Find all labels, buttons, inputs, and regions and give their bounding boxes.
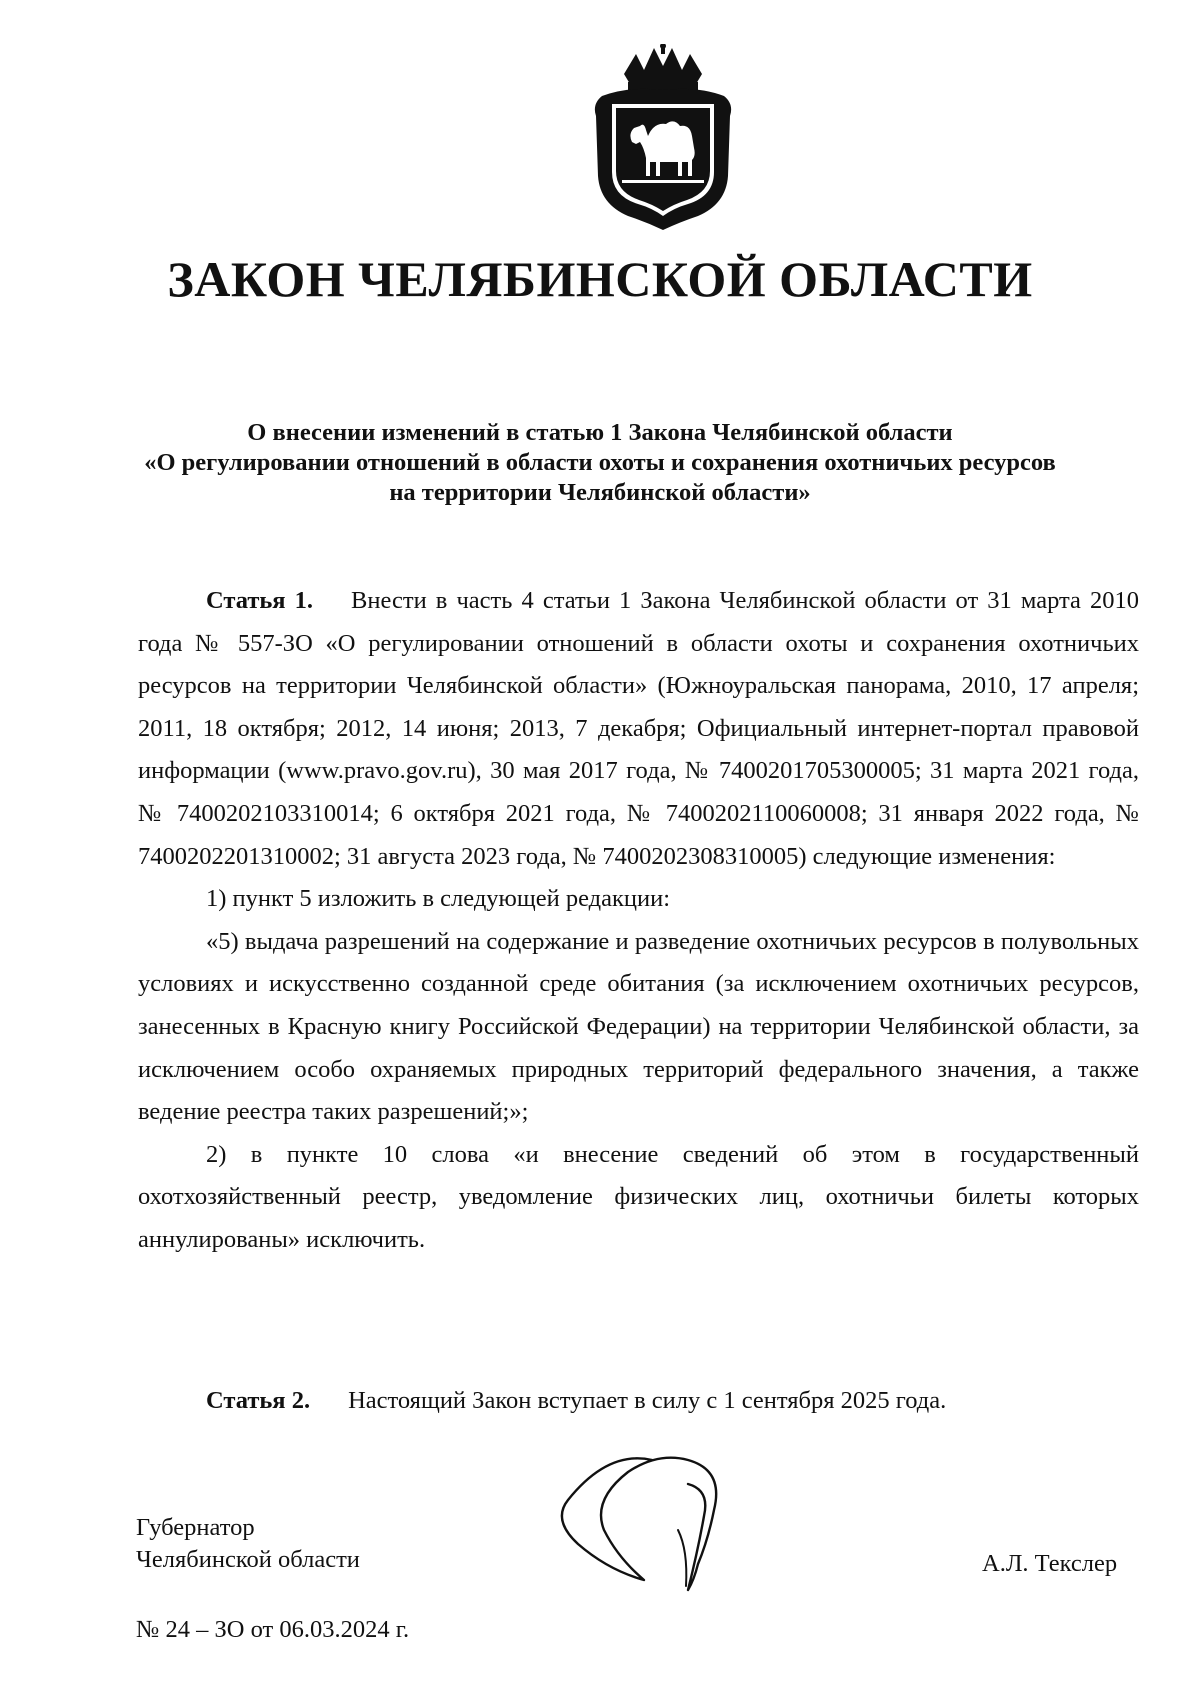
subtitle-line: на территории Челябинской области» (389, 479, 811, 506)
article-2 (138, 1380, 1139, 1423)
subtitle-line: «О регулировании отношений в области охоты и сохранения охотничьих ресурсов (144, 449, 1056, 476)
signatory-position-line: Губернатор (136, 1514, 255, 1541)
article-1 (138, 580, 1139, 1262)
article-1-item-1: 1) пункт 5 изложить в следующей редакции: (206, 885, 671, 913)
law-registration-number: № 24 – ЗО от 06.03.2024 г. (136, 1616, 410, 1643)
article-1-intro-text: Внести в часть 4 статьи 1 Закона Челябинской области от 31 марта 2010 года № 557-ЗО «О регулировании отношений в области охоты и сохранения охотничьих ресурсов на территории Челябинской области» (Южноуральская панорама, 2010, 17 апреля; 2011, 18 октября; 2012, 14 июня; 2013, 7 декабря; Официальный интернет-портал правовой информации (www.pravo.gov.ru), 30 мая 2017 года, № 7400201705300005; 31 марта 2021 года, № 7400202103310014; 6 октября 2021 года, № 7400202110060008; 31 января 2022 года, № 7400202201310002; 31 августа 2023 года, № 7400202308310005) следующие изменения: (138, 587, 1139, 870)
law-subtitle (120, 418, 1080, 508)
article-2-label: Статья 2. (206, 1387, 311, 1414)
signatory-position-line: Челябинской области (136, 1546, 360, 1573)
article-1-label: Статья 1. (206, 587, 314, 614)
signatory-name: А.Л. Текслер (982, 1550, 1118, 1577)
article-1-item-2: 2) в пункте 10 слова «и внесение сведений об этом в государственный охотхозяйственный реестр, уведомление физических лиц, охотничьи билеты которых аннулированы» исключить. (138, 1140, 1139, 1253)
article-1-item-1-text: «5) выдача разрешений на содержание и разведение охотничьих ресурсов в полувольных условиях и искусственно созданной среде обитания (за исключением охотничьих ресурсов, занесенных в Красную книгу Российской Федерации) на территории Челябинской области, за исключением особо охраняемых природных территорий федерального значения, а также ведение реестра таких разрешений;»; (138, 927, 1139, 1126)
article-2-text: Настоящий Закон вступает в силу с 1 сентября 2025 года. (348, 1387, 947, 1414)
signatory-position (136, 1512, 360, 1576)
law-title: ЗАКОН ЧЕЛЯБИНСКОЙ ОБЛАСТИ (167, 251, 1033, 307)
subtitle-line: О внесении изменений в статью 1 Закона Челябинской области (247, 419, 953, 446)
article-1-intro-paragraph (138, 580, 1139, 878)
coat-of-arms-emblem-icon (588, 44, 738, 232)
handwritten-signature-icon (548, 1440, 748, 1600)
